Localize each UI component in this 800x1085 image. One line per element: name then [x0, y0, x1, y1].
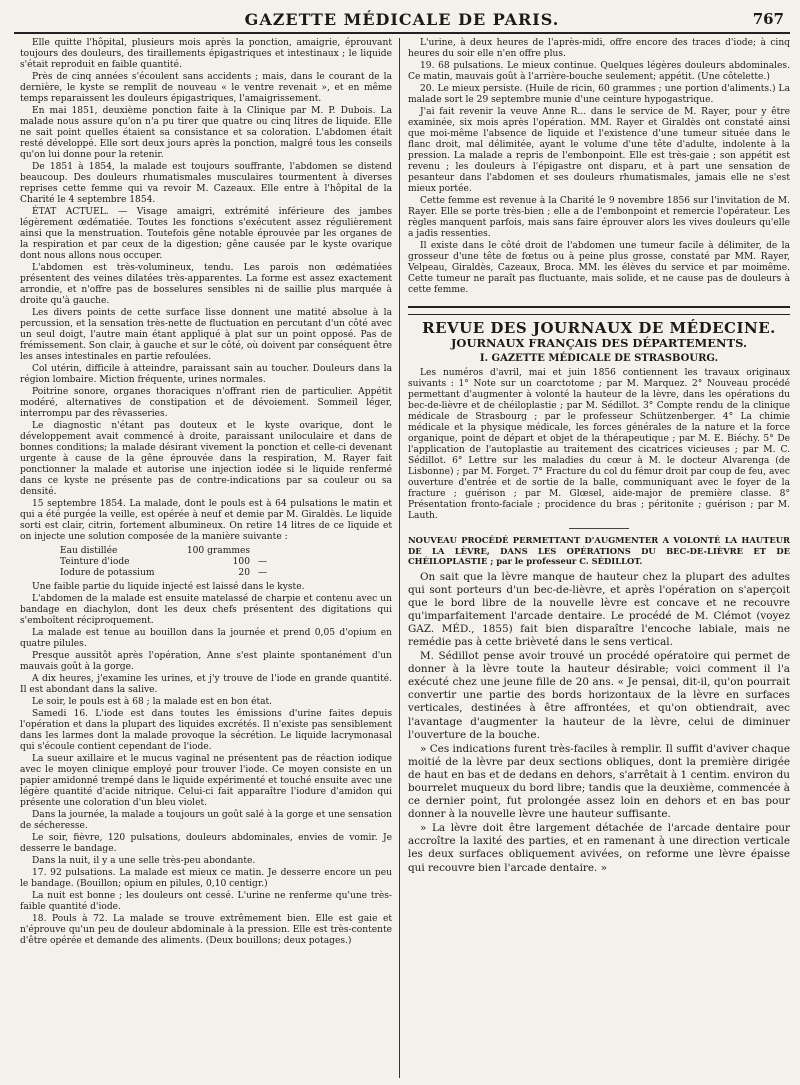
paragraph: ÉTAT ACTUEL. — Visage amaigri, extrémité inférieure des jambes légèrement œdématiée. Toutes les fonctions s'exécutent assez régulièrement ainsi que la menstruation. Toutefois gêne notable éprouvée par les organes de la respiration et par ceux de la digestion; gêne causée par le kyste ovarique dont nous allons nous occuper.	[20, 207, 392, 261]
paragraph: 17. 92 pulsations. La malade est mieux ce matin. Je desserre encore un peu le bandage. (Bouillon; opium en pilules, 0,10 centigr.)	[20, 868, 392, 889]
paragraph: En mai 1851, deuxième ponction faite à la Clinique par M. P. Dubois. La malade nous assure qu'on n'a pu tirer que quatre ou cinq litres de liquide. Elle ne sait point quelles étaient sa consistance et sa coloration. L'abdomen était resté développé. Elle sort deux jours après la ponction, malgré tous les conseils qu'on lui donne pour la retenir.	[20, 106, 392, 160]
article-body	[408, 571, 790, 875]
section-thin-rule	[408, 314, 790, 315]
paragraph: » La lèvre doit être largement détachée de l'arcade dentaire pour accroître la laxité des parties, et en ramenant à une direction verticale les deux surfaces obliquement avivées, on reforme une lèvre épaisse qui recouvre bien l'arcade dentaire. »	[408, 822, 790, 874]
paragraph: L'urine, à deux heures de l'après-midi, offre encore des traces d'iode; à cinq heures du soir elle n'en offre plus.	[408, 38, 790, 59]
paragraph: » Ces indications furent très-faciles à remplir. Il suffit d'aviver chaque moitié de la lèvre par deux sections obliques, dont la première dirigée de haut en bas et de dedans en dehors, s'arrêtait à 1 centim. environ du bourrelet muqueux du bord libre; tandis que la deuxième, commencée à ce dernier point, fut prolongée assez loin en dehors et en bas pour donner à la nouvelle lèvre une hauteur suffisante.	[408, 742, 790, 821]
journal-subtitle: I. GAZETTE MÉDICALE DE STRASBOURG.	[479, 353, 719, 364]
paragraph: De 1851 à 1854, la malade est toujours souffrante, l'abdomen se distend beaucoup. Des douleurs rhumatismales musculaires tourmentent à diverses reprises cette femme qui va revoir M. Cazeaux. Elle entre à l'hôpital de la Charité le 4 septembre 1854.	[20, 162, 392, 205]
paragraph: Les divers points de cette surface lisse donnent une matité absolue à la percussion, et la sensation très-nette de fluctuation en percutant d'un côté avec un seul doigt, l'autre main étant appliqué à plat sur un point opposé. Pas de frémissement. Son clair, à gauche et sur le côté, où doivent par conséquent être les anses intestinales en partie refoulées.	[20, 308, 392, 362]
formula-name: Eau distillée	[60, 546, 118, 556]
page-header	[14, 6, 790, 34]
strasbourg-intro: Les numéros d'avril, mai et juin 1856 contiennent les travaux originaux suivants : 1° Note sur un coarctotome ; par M. Marquez. 2° Nouveau procédé permettant d'augmenter à volonté la hauteur de la lèvre, dans les opérations du bec-de-lièvre et de chéiloplastie ; par M. Sédillot. 3° Compte rendu de la clinique médicale de Strasbourg ; par le professeur Schützenberger. 4° La chimie médicale et la physique médicale, les forces générales de la nature et la force organique, point de départ et objet de la thérapeutique ; par M. E. Biéchy. 5° De l'application de l'autoplastie au traitement des cicatrices vicieuses ; par M. C. Sédillot. 6° Lettre sur les maladies du cœur à M. le docteur Alvarenga (de Lisbonne) ; par M. Forget. 7° Fracture du col du fémur droit par coup de feu, avec ouverture d'entrée et de sortie de la balle, communiquant avec le foyer de la fracture ; guérison ; par M. Glœsel, aide-major de première classe. 8° Présentation fronto-faciale ; procidence du bras ; péritonite ; guérison ; par M. Lauth.	[408, 368, 790, 521]
paragraph: M. Sédillot pense avoir trouvé un procédé opératoire qui permet de donner à la lèvre toute la hauteur désirable; voici comment il l'a exécuté chez une jeune fille de 20 ans. « Je pensai, dit-il, qu'on pourrait convertir une partie des bords horizontaux de la lèvre en surfaces verticales, destinées à être affrontées, et qu'on obtiendrait, avec l'avantage d'augmenter la hauteur de la lèvre, celui de diminuer l'ouverture de la bouche.	[408, 650, 790, 741]
paragraph: Près de cinq années s'écoulent sans accidents ; mais, dans le courant de la dernière, le kyste se remplit de nouveau « le ventre revenait », et en même temps reparaissent les douleurs épigastriques, l'amaigrissement.	[20, 72, 392, 104]
paragraph: Le soir, le pouls est à 68 ; la malade est en bon état.	[32, 697, 273, 707]
paragraph: Le soir, fièvre, 120 pulsations, douleurs abdominales, envies de vomir. Je desserre le bandage.	[20, 833, 392, 854]
paragraph: A dix heures, j'examine les urines, et j'y trouve de l'iode en grande quantité. Il est abondant dans la salive.	[20, 674, 392, 695]
formula-qty: 100 grammes	[186, 546, 250, 556]
section-separator	[569, 528, 629, 529]
paragraph: Il existe dans le côté droit de l'abdomen une tumeur facile à délimiter, de la grosseur d'une tête de fœtus ou à peine plus grosse, constaté par MM. Rayer, Velpeau, Giraldès, Cazeaux, Broca. MM. les élèves du service et par moimême. Cette tumeur ne paraît pas fluctuante, mais solide, et ne cause pas de douleurs à cette femme.	[408, 241, 790, 295]
paragraph: La malade est tenue au bouillon dans la journée et prend 0,05 d'opium en quatre pilules.	[20, 628, 392, 649]
paragraph: Le diagnostic n'étant pas douteux et le kyste ovarique, dont le développement avait commencé à droite, paraissant uniloculaire et dans de bonnes conditions; la malade désirant vivement la ponction et celle-ci devenant urgente à cause de la gêne éprouvée dans la respiration, M. Rayer fait ponctionner la malade et autorise une injection iodée si le liquide renfermé dans ce kyste ne présente pas de contre-indications par sa couleur ou sa densité.	[20, 421, 392, 497]
paragraph: 18. Pouls à 72. La malade se trouve extrêmement bien. Elle est gaie et n'éprouve qu'un peu de douleur abdominale à la pression. Elle est très-contente d'être opérée et demande des aliments. (Deux bouillons; deux potages.)	[20, 914, 392, 946]
formula-row	[60, 557, 280, 568]
paragraph: L'abdomen de la malade est ensuite matelassé de charpie et contenu avec un bandage en diachylon, dont les deux chefs présentent des digitations qui s'emboîtent réciproquement.	[20, 594, 392, 626]
journal-title: GAZETTE MÉDICALE DE PARIS.	[244, 10, 560, 29]
article-heading: NOUVEAU PROCÉDÉ PERMETTANT D'AUGMENTER A VOLONTÉ LA HAUTEUR DE LA LÈVRE, DANS LES OPÉRATIONS DU BEC-DE-LIÈVRE ET DE CHÉILOPLASTIE ; par le professeur C. SÉDILLOT.	[408, 535, 790, 566]
revue-title: REVUE DES JOURNAUX DE MÉDECINE.	[422, 319, 776, 337]
paragraph: La sueur axillaire et le mucus vaginal ne présentent pas de réaction iodique avec le moyen clinique employé pour trouver l'iode. Ce moyen consiste en un papier amidonné trempé dans le liquide expérimenté et touché ensuite avec une légère quantité d'acide nitrique. Celui-ci fait apparaître l'iodure d'amidon qui présente une coloration d'un bleu violet.	[20, 754, 392, 808]
formula-unit: —	[258, 568, 268, 578]
case-report-part-1	[20, 38, 392, 543]
paragraph: On sait que la lèvre manque de hauteur chez la plupart des adultes qui sont porteurs d'un bec-de-lièvre, et après l'opération on s'aperçoit que le bord libre de la nouvelle lèvre est concave et ne recouvre qu'imparfaitement l'arcade dentaire. Le procédé de M. Clémot (voyez GAZ. MÉD., 1855) fait bien disparaître l'encoche labiale, mais ne remédie pas à cette brièveté dans le sens vertical.	[408, 570, 790, 648]
section-double-rule	[408, 306, 790, 308]
page-number: 767	[752, 10, 784, 28]
column-divider	[399, 38, 400, 1078]
section-subtitle: JOURNAUX FRANÇAIS DES DÉPARTEMENTS.	[450, 336, 747, 350]
paragraph: J'ai fait revenir la veuve Anne R... dans le service de M. Rayer, pour y être examinée, six mois après l'opération. MM. Rayer et Giraldès ont constaté ainsi que moi-même l'absence de liquide et l'existence d'une tumeur située dans le flanc droit, mal délimitée, ayant le volume d'une tête d'adulte, indolente à la pression. La malade a repris de l'embonpoint. Elle est très-gaie ; son appétit est revenu ; les douleurs à l'épigastre ont disparu, et à part une sensation de pesanteur dans l'abdomen et ses douleurs rhumatismales, jamais elle ne s'est mieux portée.	[408, 107, 790, 194]
paragraph: Presque aussitôt après l'opération, Anne s'est plainte spontanément d'un mauvais goût à la gorge.	[20, 651, 392, 672]
paragraph: 15 septembre 1854. La malade, dont le pouls est à 64 pulsations le matin et qui a été purgée la veille, est opérée à neuf et demie par M. Giraldès. Le liquide sorti est clair, citrin, fortement albumineux. On retire 14 litres de ce liquide et on injecte une solution composée de la manière suivante :	[20, 499, 392, 542]
paragraph: Samedi 16. L'iode est dans toutes les émissions d'urine faites depuis l'opération et dans la plupart des liquides excrétés. Il n'existe pas sensiblement dans les larmes dont la malade provoque la sécrétion. Le liquide lacrymonasal qui s'écoule contient cependant de l'iode.	[20, 709, 392, 752]
paragraph: Elle quitte l'hôpital, plusieurs mois après la ponction, amaigrie, éprouvant toujours des douleurs, des tiraillements épigastriques et intestinaux ; le liquide s'était reproduit en faible quantité.	[20, 38, 392, 70]
paragraph: Dans la nuit, il y a une selle très-peu abondante.	[32, 856, 256, 866]
paragraph: La nuit est bonne ; les douleurs ont cessé. L'urine ne renferme qu'une très-faible quantité d'iode.	[20, 891, 392, 912]
case-report-part-2	[20, 582, 392, 947]
paragraph: 19. 68 pulsations. Le mieux continue. Quelques légères douleurs abdominales. Ce matin, mauvais goût à l'arrière-bouche seulement; appétit. (Une côtelette.)	[408, 61, 790, 82]
right-column	[408, 38, 790, 876]
formula-row	[60, 546, 280, 557]
paragraph: Dans la journée, la malade a toujours un goût salé à la gorge et une sensation de sécheresse.	[20, 810, 392, 831]
paragraph: L'abdomen est très-volumineux, tendu. Les parois non œdématiées présentent des veines dilatées très-apparentes. La forme est assez exactement arrondie, et n'offre pas de bosselures sensibles ni de saillie plus marquée à droite qu'à gauche.	[20, 263, 392, 306]
formula-unit: —	[258, 557, 268, 567]
paragraph: Une faible partie du liquide injecté est laissé dans le kyste.	[32, 582, 305, 592]
formula-unit	[250, 546, 280, 557]
paragraph: Poitrine sonore, organes thoraciques n'offrant rien de particulier. Appétit modéré, alternatives de constipation et de dévoiement. Sommeil léger, interrompu par des rêvasseries.	[20, 387, 392, 419]
left-column	[20, 38, 392, 948]
formula-qty: 100	[232, 557, 250, 567]
injection-formula-table	[60, 546, 280, 579]
paragraph: 20. Le mieux persiste. (Huile de ricin, 60 grammes ; une portion d'aliments.) La malade sort le 29 septembre munie d'une ceinture hypogastrique.	[408, 84, 790, 105]
paragraph: Col utérin, difficile à atteindre, paraissant sain au toucher. Douleurs dans la région lombaire. Miction fréquente, urines normales.	[20, 364, 392, 385]
formula-name: Iodure de potassium	[60, 568, 155, 578]
paragraph: Cette femme est revenue à la Charité le 9 novembre 1856 sur l'invitation de M. Rayer. Elle se porte très-bien ; elle a de l'embonpoint et remercie l'opérateur. Les règles manquent parfois, mais sans faire éprouver alors les vives douleurs qu'elle a jadis ressenties.	[408, 196, 790, 239]
formula-qty: 20	[238, 568, 250, 578]
case-report-continuation	[408, 38, 790, 296]
formula-name: Teinture d'iode	[60, 557, 130, 567]
formula-row	[60, 568, 280, 579]
